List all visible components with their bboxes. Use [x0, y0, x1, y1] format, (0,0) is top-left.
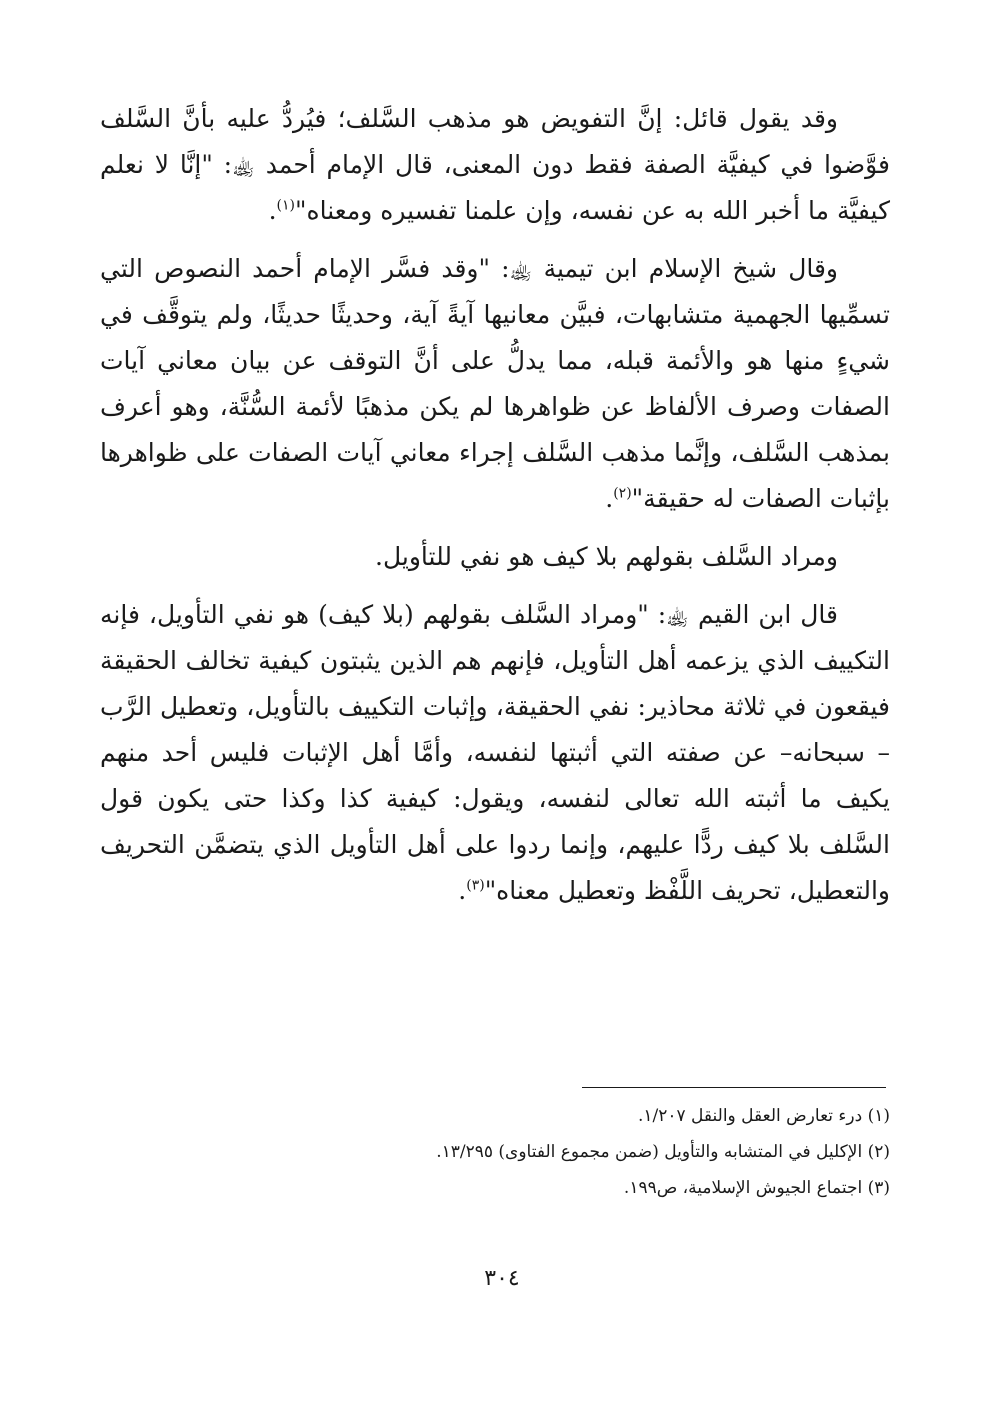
- footnote-ref[interactable]: (٣): [466, 877, 485, 894]
- paragraph-1: [100, 96, 890, 234]
- paragraph-2: [100, 246, 890, 522]
- footnote-3: (٣) اجتماع الجيوش الإسلامية، ص١٩٩.: [623, 1178, 890, 1198]
- paragraph-text: وقد يقول قائل: إنَّ التفويض هو مذهب السَّلف؛ فيُردُّ عليه بأنَّ السَّلف فوَّضوا في كيفيَّة الصفة فقط دون المعنى، قال الإمام أحمد ﵀: "إنَّا لا نعلم كيفيَّة ما أخبر الله به عن نفسه، وإن علمنا تفسيره ومعناه": [100, 104, 890, 225]
- paragraph-tail: .: [458, 876, 467, 905]
- paragraph-text: ومراد السَّلف بقولهم بلا كيف هو نفي للتأويل.: [375, 542, 838, 571]
- paragraph-text: وقال شيخ الإسلام ابن تيمية ﵀: "وقد فسَّر الإمام أحمد النصوص التي تسمِّيها الجهمية متشابهات، فبيَّن معانيها آيةً آية، وحديثًا حديثًا، ولم يتوقَّف في شيءٍ منها هو والأئمة قبله، مما يدلُّ على أنَّ التوقف عن بيان معاني آيات الصفات وصرف الألفاظ عن ظواهرها لم يكن مذهبًا لأئمة السُّنَّة، وهو أعرف بمذهب السَّلف، وإنَّما مذهب السَّلف إجراء معاني آيات الصفات على ظواهرها بإثبات الصفات له حقيقة": [100, 254, 890, 513]
- page-number: ٣٠٤: [484, 1266, 520, 1291]
- footnote-1: (١) درء تعارض العقل والنقل ١/٢٠٧.: [637, 1106, 890, 1126]
- footnote-ref[interactable]: (٢): [613, 485, 632, 502]
- paragraph-text: قال ابن القيم ﵀: "ومراد السَّلف بقولهم (بلا كيف) هو نفي التأويل، فإنه التكييف الذي يزعمه أهل التأويل، فإنهم هم الذين يثبتون كيفية تخالف الحقيقة فيقعون في ثلاثة محاذير: نفي الحقيقة، وإثبات التكييف بالتأويل، وتعطيل الرَّب – سبحانه– عن صفته التي أثبتها لنفسه، وأمَّا أهل الإثبات فليس أحد منهم يكيف ما أثبته الله تعالى لنفسه، ويقول: كيفية كذا وكذا حتى يكون قول السَّلف بلا كيف ردًّا عليهم، وإنما ردوا على أهل التأويل الذي يتضمَّن التحريف والتعطيل، تحريف اللَّفْظ وتعطيل معناه": [100, 600, 890, 905]
- paragraph-tail: .: [605, 484, 614, 513]
- footnotes: [110, 1098, 890, 1206]
- footnote-2: (٢) الإكليل في المتشابه والتأويل (ضمن مجموع الفتاوى) ١٣/٢٩٥.: [436, 1142, 890, 1162]
- main-text: [100, 96, 890, 926]
- paragraph-tail: .: [268, 196, 277, 225]
- footnote-divider: [582, 1087, 886, 1088]
- footnote-ref[interactable]: (١): [276, 197, 295, 214]
- paragraph-4: [100, 592, 890, 914]
- paragraph-3: [100, 534, 890, 580]
